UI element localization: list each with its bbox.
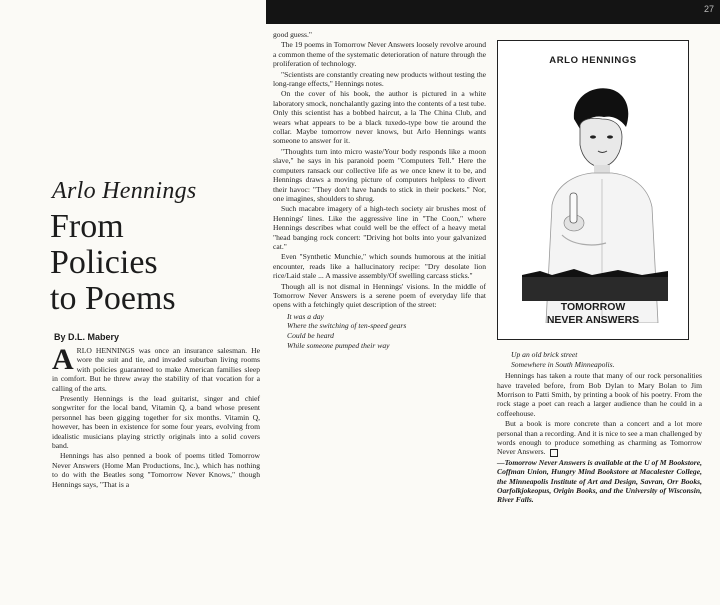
paragraph: But a book is more concrete than a concert and a lot more personal than a recording. And it is nice to see a man challenged by words enough to produce something as charming as Tomorrow Never Answers.: [497, 419, 702, 457]
book-cover: [497, 40, 689, 340]
availability-credit: —Tomorrow Never Answers is available at the U of M Bookstore, Coffman Union, Hungry Mind Bookstore at Macalester College, the Minneapolis Institute of Art and Design, Savran, Orr Books, Oarfolkjokeopus, Origin Books, and the University of Wisconsin, River Falls.: [497, 457, 702, 505]
poem-line: While someone pumped their way: [287, 340, 390, 350]
paragraph: Even "Synthetic Munchie," which sounds humorous at the initial encounter, reads like a hallucinatory recipe: "Dry desolate lion rice/Laid stale ... A massive assembly/Of swelling carcass sticks.": [273, 252, 486, 281]
cover-title-line: NEVER ANSWERS: [546, 314, 640, 326]
poem-excerpt: [511, 350, 702, 369]
poem-line: Somewhere in South Minneapolis.: [511, 359, 615, 369]
drop-cap: A: [52, 343, 74, 376]
headline-line: to Poems: [50, 280, 176, 317]
article-column-2: [273, 30, 486, 352]
paragraph: Hennings has taken a route that many of our rock personalities have traveled before, from Bob Dylan to Mary Bolan to Jim Morrison to Patti Smith, by printing a book of his poetry. From the rock stage a poet can reach a larger audience than he could in a coffeehouse.: [497, 371, 702, 418]
paragraph: Hennings has also penned a book of poems titled Tomorrow Never Answers (Home Man Productions, Inc.), which has nothing to do with the Beatles song "Tomorrow Never Knows," though Hennings says, "That is a: [52, 451, 260, 489]
cover-title-line: TOMORROW: [560, 301, 626, 313]
paragraph: "Thoughts turn into micro waste/Your body responds like a moon slave," he says in his paranoid poem "Computers Tell." Here the computers ransack our collective life as we once knew it to be, and Hennings draws a moving picture of computers helpless to divert their havoc: "They don't have hands to stick in their pockets." Nor, one imagines, shoulders to shrug.: [273, 146, 486, 203]
byline: By D.L. Mabery: [54, 332, 120, 342]
poem-line: Could be heard: [287, 330, 334, 340]
poem-line: It was a day: [287, 311, 324, 321]
cover-author: ARLO HENNINGS: [549, 55, 637, 66]
poem-excerpt: [287, 312, 486, 350]
poem-line: Up an old brick street: [511, 350, 578, 359]
paragraph: Presently Hennings is the lead guitarist, singer and chief songwriter for the local band, Vitamin Q, a band whose present personnel has been gigging together for six months. Vitamin Q, however, has been in existence for some four years, evolving from idealistic musicians playing strictly originals into a solid covers band.: [52, 394, 260, 451]
end-mark-icon: [550, 449, 558, 457]
article-kicker: Arlo Hennings: [52, 178, 197, 204]
cover-title: [498, 301, 688, 327]
lead-paragraph: ARLO HENNINGS was once an insurance salesman. He wore the suit and tie, and invaded suburban living rooms with policies guaranteed to make American families sleep in comfort. But he threw away the stability of that vocation for a calling of the arts.: [52, 343, 260, 393]
paragraph: On the cover of his book, the author is pictured in a white laboratory smock, nonchalantly gazing into the contents of a test tube. Only this scientist has a bobbed haircut, a la The China Club, and wears what appears to be a black tuxedo-type bow tie around the collar. Maybe tomorrow never knows, but Arlo Hennings wants someone to answer for it.: [273, 89, 486, 146]
paragraph: Though all is not dismal in Hennings' visions. In the middle of Tomorrow Never Answers is a serene poem of everyday life that opens with a fetchingly quiet description of the street:: [273, 281, 486, 310]
headline-line: Policies: [50, 244, 158, 281]
poem-line: Where the switching of ten-speed gears: [287, 321, 407, 331]
article-headline: [50, 209, 260, 317]
article-column-1: [52, 343, 260, 490]
headline-line: From: [50, 208, 124, 245]
article-column-3: [497, 348, 702, 506]
paragraph: The 19 poems in Tomorrow Never Answers loosely revolve around a common theme of the systematic deterioration of nature through the proliferation of technology.: [273, 40, 486, 69]
paragraph: good guess.": [273, 30, 312, 39]
author-photo: [522, 75, 668, 323]
paragraph: "Scientists are constantly creating new products without testing the long-range effects," Hennings notes.: [273, 69, 486, 89]
header-bar: [266, 0, 720, 24]
page-number: 27: [703, 4, 714, 14]
paragraph: Such macabre imagery of a high-tech society air brushes most of Hennings' lines. Like the aggressive line in "The Coon," where Hennings describes what could well be the effect of a heavy metal "head banging rock concert: "Driving hot bolts into your galvanized cat.": [273, 204, 486, 251]
